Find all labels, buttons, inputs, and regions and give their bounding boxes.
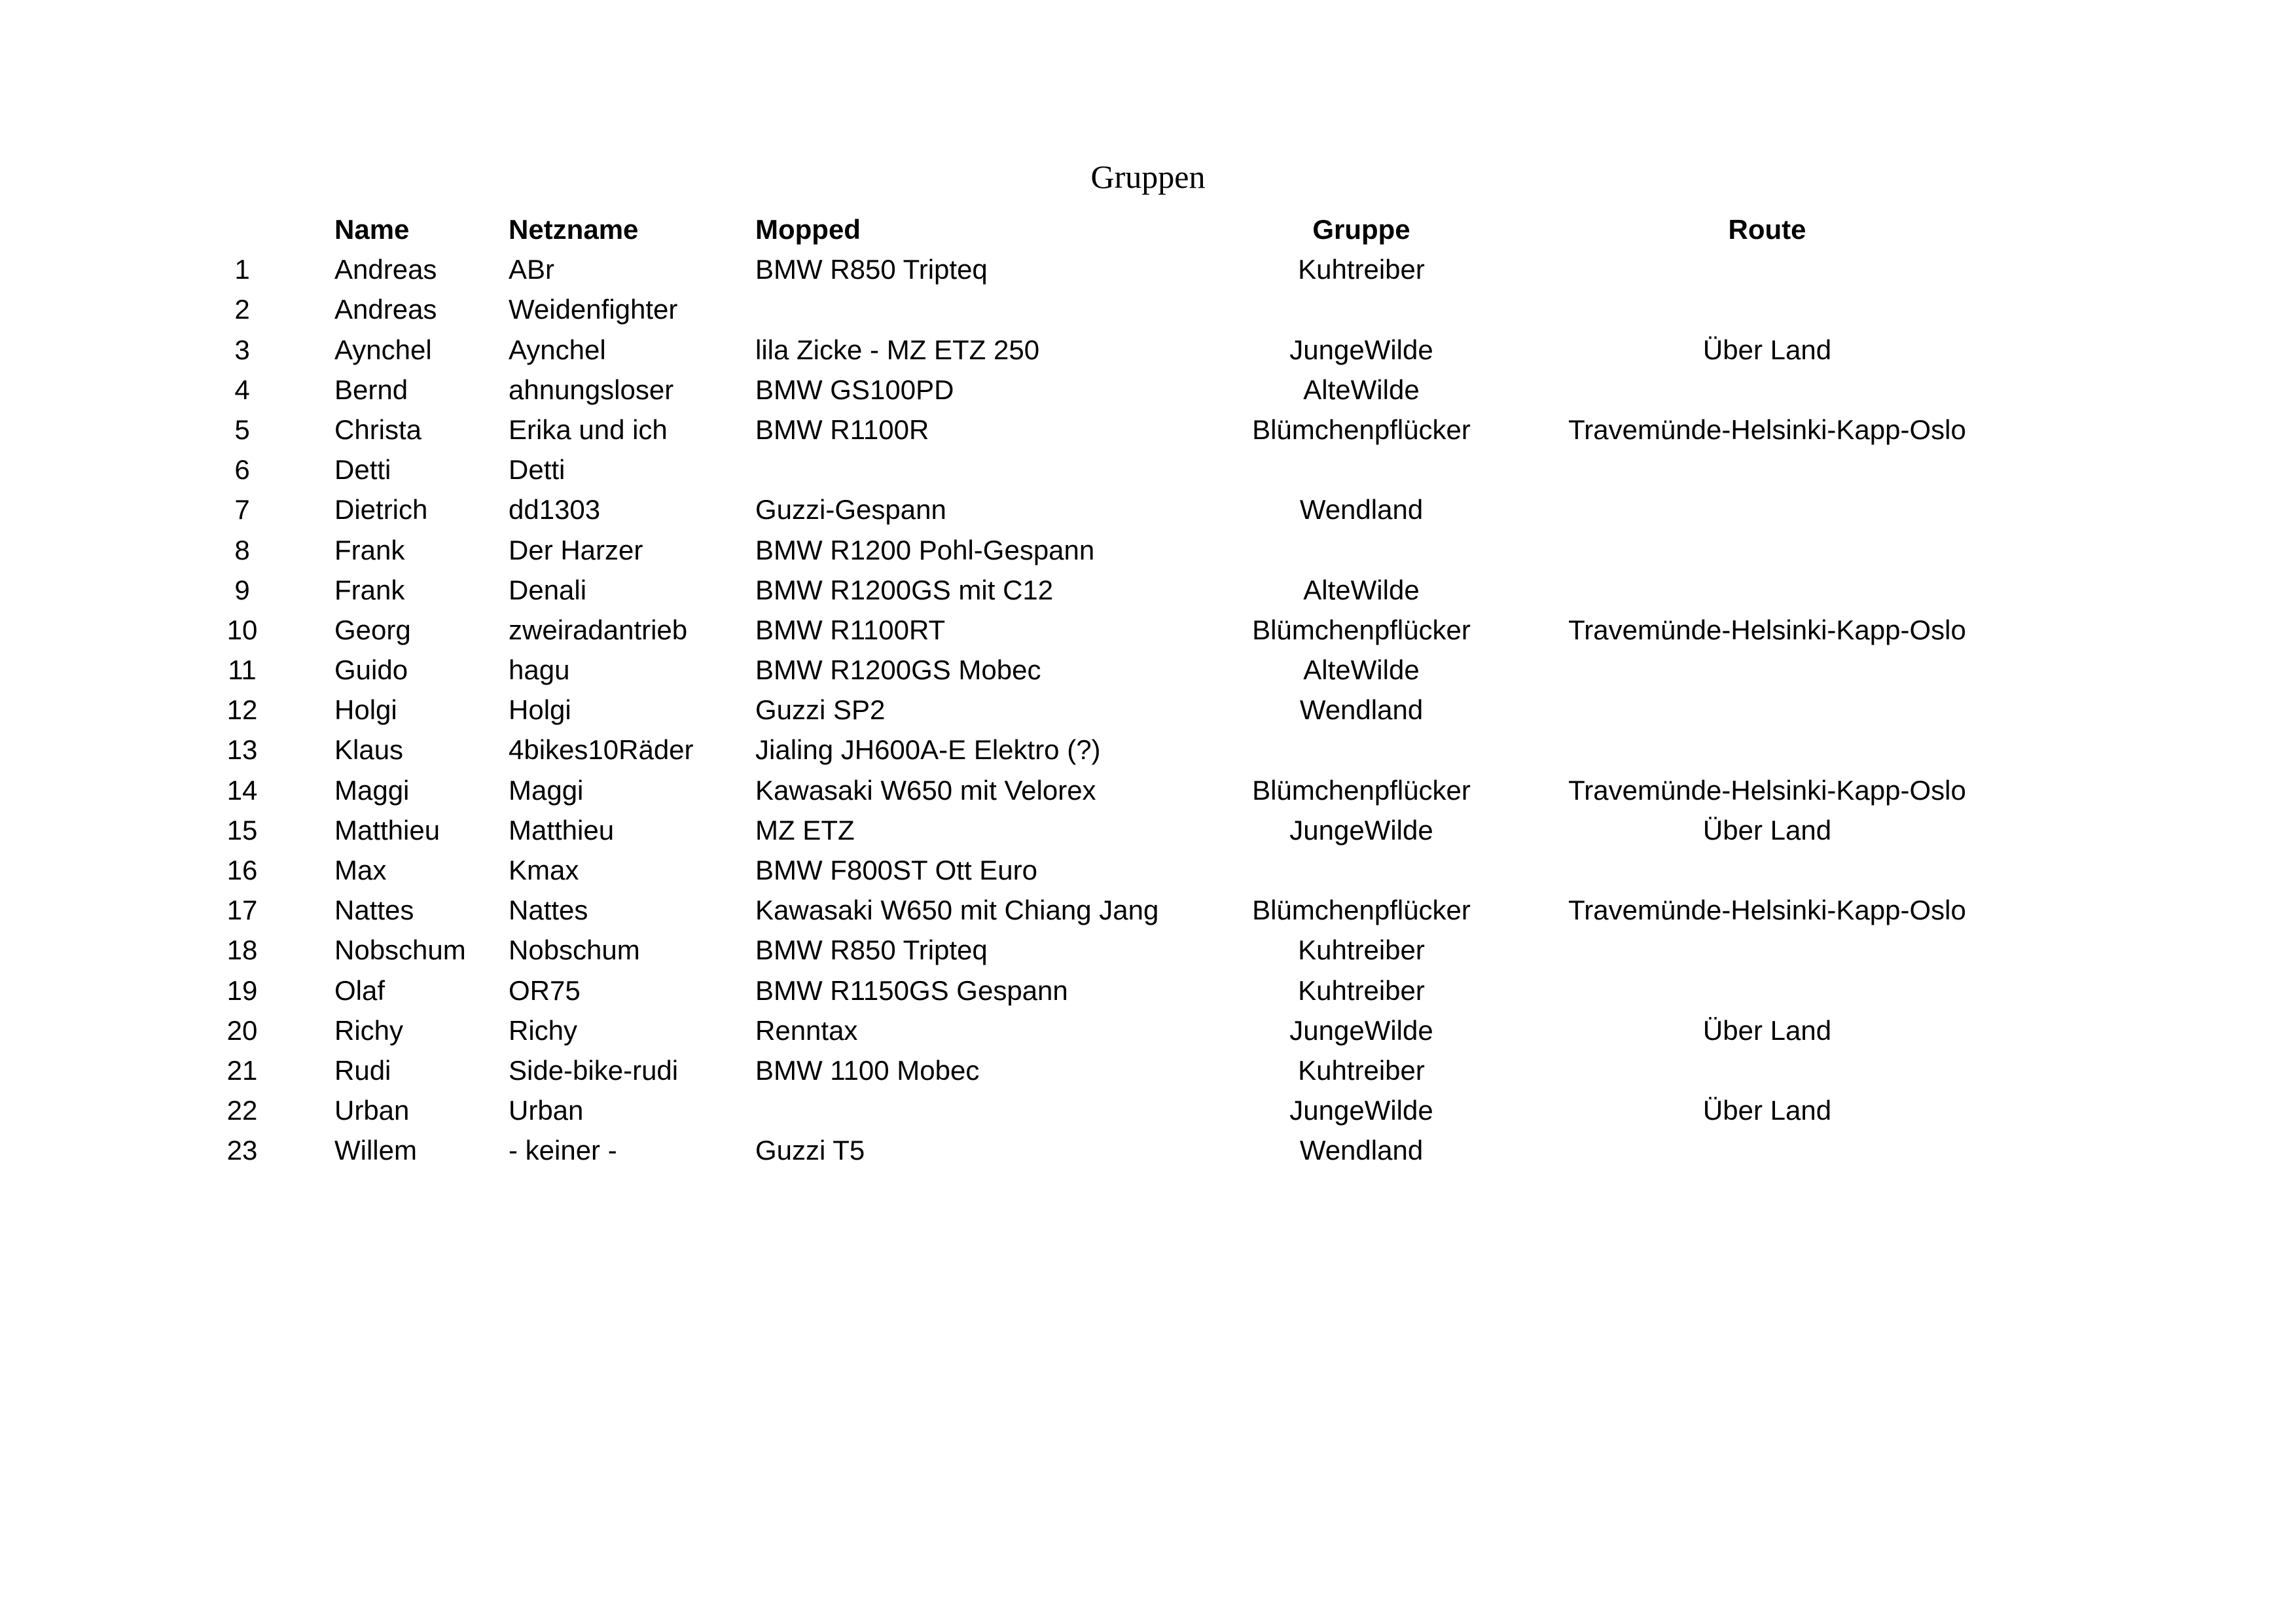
cell-gruppe: Wendland <box>1299 1135 1424 1166</box>
table-row <box>0 370 2296 410</box>
cell-nr: 8 <box>234 534 250 565</box>
cell-name: Nobschum <box>334 935 466 966</box>
table-row <box>0 890 2296 930</box>
cell-gruppe: Wendland <box>1299 694 1424 726</box>
cell-nr: 16 <box>226 855 258 885</box>
cell-gruppe: Wendland <box>1299 494 1424 526</box>
column-header-mopped: Mopped <box>755 214 861 245</box>
cell-netzname: dd1303 <box>509 494 601 526</box>
page-title: Gruppen <box>1090 158 1206 195</box>
table-row <box>0 570 2296 610</box>
cell-gruppe: JungeWilde <box>1289 334 1433 365</box>
cell-gruppe: JungeWilde <box>1289 814 1433 846</box>
cell-nr: 10 <box>226 614 258 645</box>
cell-nr: 7 <box>234 494 250 526</box>
cell-nr: 1 <box>234 254 250 285</box>
cell-route: Über Land <box>1702 1014 1832 1046</box>
cell-gruppe: Blümchenpflücker <box>1252 414 1471 445</box>
cell-netzname: Nobschum <box>509 935 640 966</box>
cell-nr: 3 <box>234 334 250 365</box>
cell-name: Holgi <box>334 694 397 726</box>
cell-netzname: ahnungsloser <box>509 374 674 405</box>
table-row <box>0 730 2296 770</box>
table-row <box>0 971 2296 1010</box>
cell-mopped: BMW R1100R <box>755 414 929 445</box>
cell-name: Richy <box>334 1014 404 1046</box>
cell-gruppe: Blümchenpflücker <box>1252 774 1471 806</box>
cell-netzname: Maggi <box>509 774 584 806</box>
cell-route: Travemünde-Helsinki-Kapp-Oslo <box>1568 774 1966 806</box>
cell-name: Aynchel <box>334 334 432 365</box>
table-row <box>0 610 2296 650</box>
cell-nr: 4 <box>234 374 250 405</box>
cell-mopped: BMW R1200 Pohl-Gespann <box>755 534 1095 565</box>
cell-nr: 12 <box>226 694 258 726</box>
cell-mopped: BMW F800ST Ott Euro <box>755 855 1038 885</box>
cell-mopped: BMW GS100PD <box>755 374 954 405</box>
cell-nr: 9 <box>234 574 250 605</box>
cell-mopped: BMW R1200GS mit C12 <box>755 574 1054 605</box>
cell-mopped: Guzzi-Gespann <box>755 494 946 526</box>
cell-gruppe: AlteWilde <box>1303 654 1420 686</box>
cell-mopped: Renntax <box>755 1014 858 1046</box>
table-row <box>0 1050 2296 1090</box>
column-header-gruppe: Gruppe <box>1312 214 1410 245</box>
cell-netzname: Nattes <box>509 895 588 926</box>
cell-name: Christa <box>334 414 422 445</box>
table-row <box>0 1090 2296 1130</box>
column-header-name: Name <box>334 214 410 245</box>
table-header <box>0 209 2296 249</box>
cell-netzname: Richy <box>509 1014 578 1046</box>
table-row <box>0 770 2296 810</box>
cell-route: Travemünde-Helsinki-Kapp-Oslo <box>1568 414 1966 445</box>
cell-name: Urban <box>334 1095 410 1126</box>
cell-netzname: Denali <box>509 574 587 605</box>
cell-netzname: Kmax <box>509 855 579 885</box>
cell-nr: 5 <box>234 414 250 445</box>
cell-gruppe: Kuhtreiber <box>1298 974 1425 1006</box>
cell-name: Bernd <box>334 374 408 405</box>
cell-netzname: Aynchel <box>509 334 606 365</box>
cell-netzname: hagu <box>509 654 570 686</box>
cell-name: Max <box>334 855 387 885</box>
cell-gruppe: Kuhtreiber <box>1298 1054 1425 1086</box>
cell-name: Nattes <box>334 895 414 926</box>
table-row <box>0 1010 2296 1050</box>
cell-name: Matthieu <box>334 814 440 846</box>
cell-mopped: Guzzi T5 <box>755 1135 865 1166</box>
cell-name: Detti <box>334 454 391 486</box>
table-row <box>0 249 2296 289</box>
members-table <box>0 209 2296 1171</box>
cell-mopped: BMW 1100 Mobec <box>755 1054 980 1086</box>
cell-mopped: lila Zicke - MZ ETZ 250 <box>755 334 1040 365</box>
cell-netzname: OR75 <box>509 974 581 1006</box>
cell-mopped: BMW R1100RT <box>755 614 946 645</box>
cell-netzname: Weidenfighter <box>509 294 678 325</box>
cell-gruppe: AlteWilde <box>1303 574 1420 605</box>
cell-gruppe: JungeWilde <box>1289 1095 1433 1126</box>
cell-name: Andreas <box>334 254 437 285</box>
cell-nr: 19 <box>226 974 258 1006</box>
cell-netzname: Matthieu <box>509 814 615 846</box>
cell-nr: 11 <box>228 654 257 686</box>
cell-route: Über Land <box>1702 1095 1832 1126</box>
cell-name: Maggi <box>334 774 410 806</box>
cell-netzname: Holgi <box>509 694 571 726</box>
table-row <box>0 650 2296 690</box>
cell-netzname: ABr <box>509 254 555 285</box>
cell-mopped: BMW R1200GS Mobec <box>755 654 1041 686</box>
cell-gruppe: Kuhtreiber <box>1298 254 1425 285</box>
table-row <box>0 330 2296 370</box>
cell-mopped: Jialing JH600A-E Elektro (?) <box>755 734 1101 766</box>
cell-mopped: BMW R1150GS Gespann <box>755 974 1068 1006</box>
cell-nr: 18 <box>226 935 258 966</box>
table-row <box>0 289 2296 329</box>
cell-gruppe: Blümchenpflücker <box>1252 895 1471 926</box>
cell-route: Über Land <box>1702 334 1832 365</box>
cell-name: Frank <box>334 534 405 565</box>
cell-route: Travemünde-Helsinki-Kapp-Oslo <box>1568 895 1966 926</box>
table-row <box>0 490 2296 529</box>
column-header-route: Route <box>1728 214 1806 245</box>
cell-netzname: Urban <box>509 1095 584 1126</box>
cell-nr: 17 <box>226 895 258 926</box>
table-row <box>0 410 2296 450</box>
cell-netzname: - keiner - <box>509 1135 617 1166</box>
cell-gruppe: AlteWilde <box>1303 374 1420 405</box>
table-row <box>0 810 2296 850</box>
cell-nr: 6 <box>234 454 250 486</box>
cell-mopped: Kawasaki W650 mit Velorex <box>755 774 1096 806</box>
table-row <box>0 530 2296 570</box>
table-row <box>0 930 2296 970</box>
cell-mopped: BMW R850 Tripteq <box>755 254 988 285</box>
cell-route: Über Land <box>1702 814 1832 846</box>
cell-name: Klaus <box>334 734 404 766</box>
cell-nr: 14 <box>226 774 258 806</box>
cell-name: Andreas <box>334 294 437 325</box>
cell-nr: 13 <box>226 734 258 766</box>
cell-netzname: Detti <box>509 454 565 486</box>
table-body <box>0 249 2296 1170</box>
cell-mopped: BMW R850 Tripteq <box>755 935 988 966</box>
cell-mopped: Kawasaki W650 mit Chiang Jang <box>755 895 1159 926</box>
cell-route: Travemünde-Helsinki-Kapp-Oslo <box>1568 614 1966 645</box>
cell-nr: 20 <box>226 1014 258 1046</box>
cell-nr: 2 <box>234 294 250 325</box>
cell-gruppe: Kuhtreiber <box>1298 935 1425 966</box>
cell-netzname: zweiradantrieb <box>509 614 688 645</box>
cell-name: Olaf <box>334 974 386 1006</box>
cell-netzname: Side-bike-rudi <box>509 1054 679 1086</box>
cell-nr: 21 <box>226 1054 258 1086</box>
cell-mopped: Guzzi SP2 <box>755 694 886 726</box>
cell-mopped: MZ ETZ <box>755 814 855 846</box>
cell-gruppe: JungeWilde <box>1289 1014 1433 1046</box>
cell-name: Guido <box>334 654 408 686</box>
cell-nr: 23 <box>226 1135 258 1166</box>
cell-nr: 22 <box>226 1095 258 1126</box>
cell-name: Willem <box>334 1135 417 1166</box>
cell-netzname: Erika und ich <box>509 414 668 445</box>
cell-name: Rudi <box>334 1054 391 1086</box>
cell-netzname: 4bikes10Räder <box>509 734 694 766</box>
table-row <box>0 690 2296 730</box>
column-header-netzname: Netzname <box>509 214 639 245</box>
table-row <box>0 450 2296 490</box>
cell-name: Frank <box>334 574 405 605</box>
cell-name: Georg <box>334 614 411 645</box>
table-row <box>0 1130 2296 1170</box>
cell-netzname: Der Harzer <box>509 534 643 565</box>
cell-name: Dietrich <box>334 494 428 526</box>
cell-nr: 15 <box>226 814 258 846</box>
cell-gruppe: Blümchenpflücker <box>1252 614 1471 645</box>
table-row <box>0 850 2296 890</box>
